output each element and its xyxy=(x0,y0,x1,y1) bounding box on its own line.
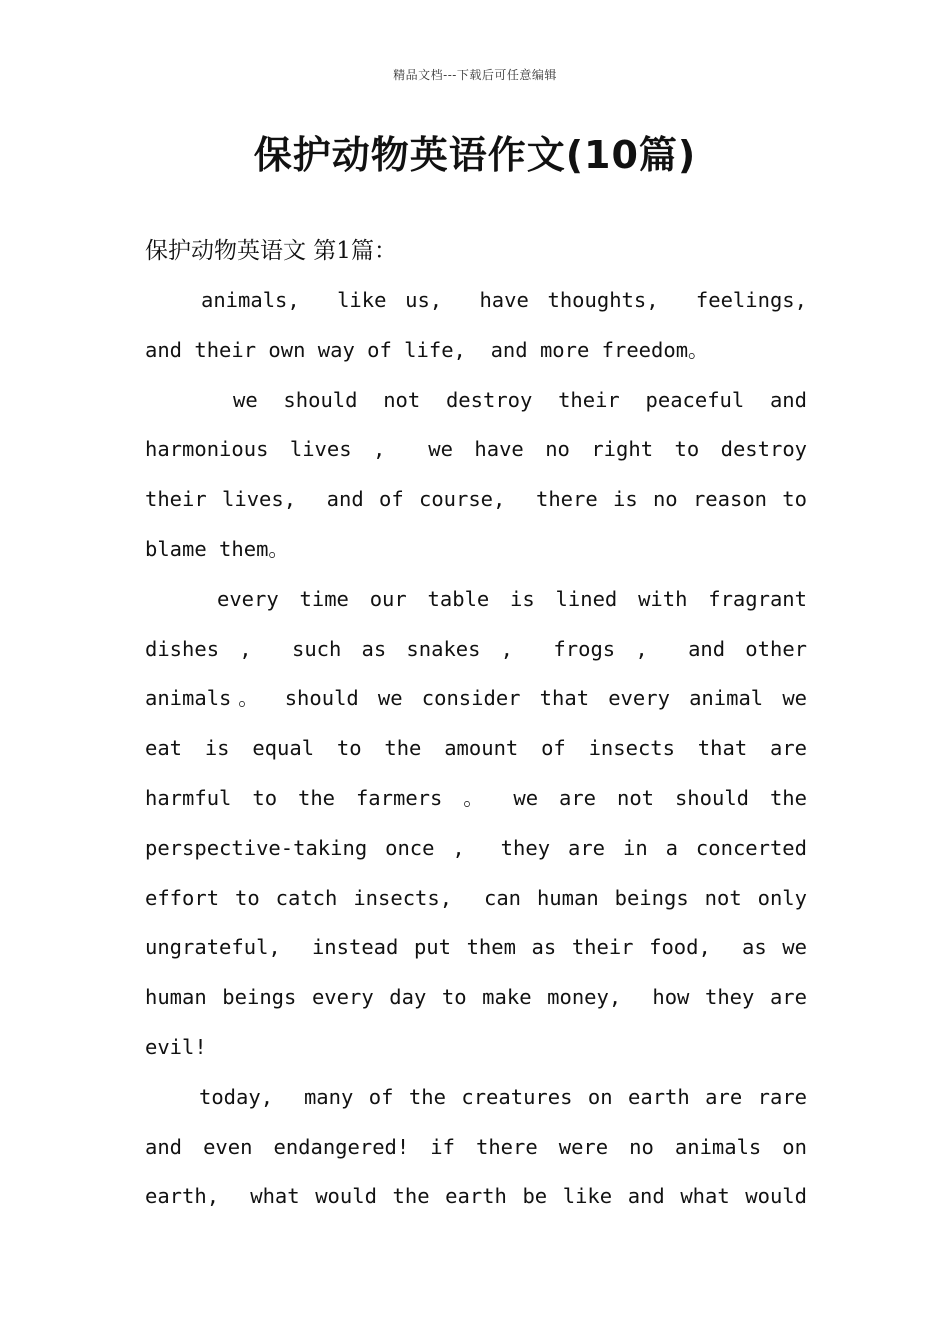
text-line: earth, what would the earth be like and what would xyxy=(145,1184,807,1209)
section-heading: 保护动物英语文 第1篇： xyxy=(145,238,397,264)
essay-body xyxy=(145,276,807,1222)
text-line: ungrateful, instead put them as their food, as we xyxy=(145,935,807,960)
text-line: animals, like us, have thoughts, feelings, xyxy=(201,288,807,312)
text-line: and even endangered! if there were no animals on xyxy=(145,1134,807,1159)
text-line: blame them。 xyxy=(145,536,289,561)
document-title: 保护动物英语作文(10篇) xyxy=(253,133,697,177)
text-line: evil! xyxy=(145,1034,207,1059)
text-line: effort to catch insects, can human beings not only xyxy=(145,885,807,910)
text-line: dishes , such as snakes , frogs , and other xyxy=(145,636,807,661)
text-line: today, many of the creatures on earth are rare xyxy=(199,1084,807,1109)
text-line: and their own way of life, and more freedom。 xyxy=(145,337,709,362)
text-line: human beings every day to make money, how they are xyxy=(145,985,807,1010)
text-line: we should not destroy their peaceful and xyxy=(233,387,807,412)
text-line: harmonious lives , we have no right to destroy xyxy=(145,437,807,462)
text-line: animals。 should we consider that every animal we xyxy=(145,686,807,711)
text-line: harmful to the farmers 。 we are not should the xyxy=(145,785,807,810)
text-line: their lives, and of course, there is no reason to xyxy=(145,487,807,512)
text-line: perspective-taking once , they are in a concerted xyxy=(145,835,807,860)
text-line: eat is equal to the amount of insects that are xyxy=(145,736,807,761)
header-note: 精品文档---下载后可任意编辑 xyxy=(393,68,557,82)
text-line: every time our table is lined with fragrant xyxy=(217,586,807,611)
